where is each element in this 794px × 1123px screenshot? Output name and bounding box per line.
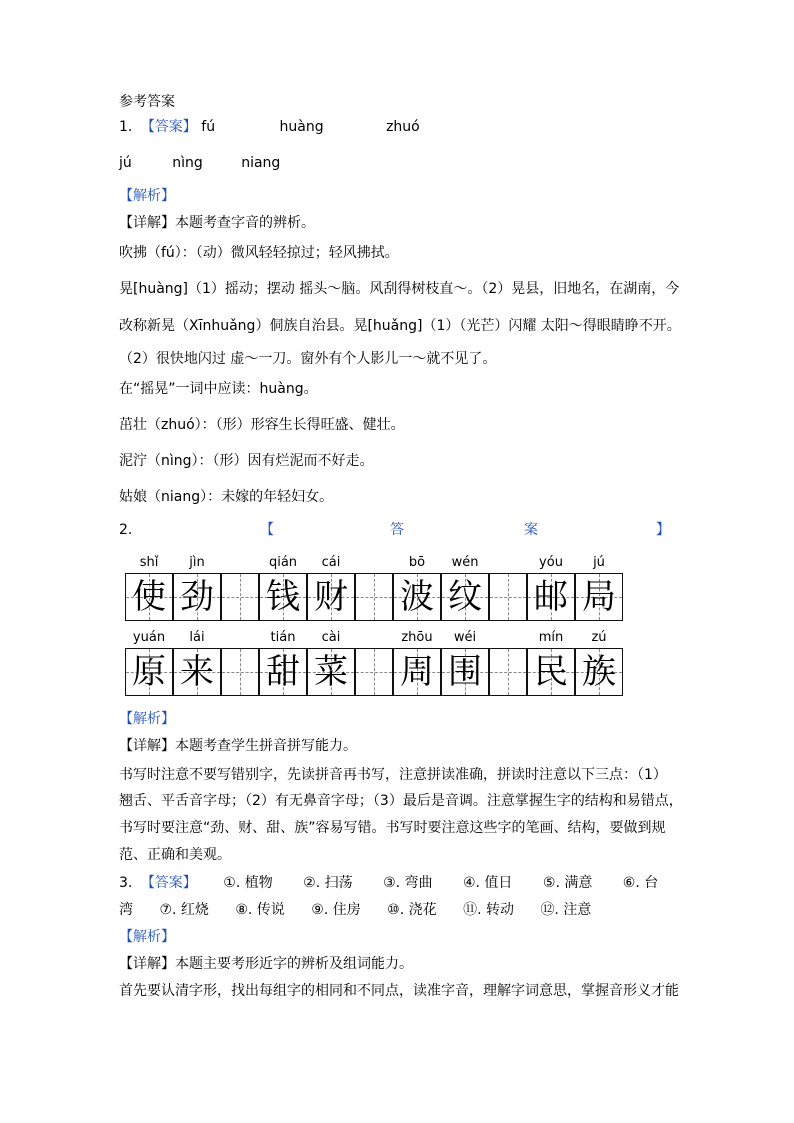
q2-answer-bracket-right: 】 bbox=[656, 522, 670, 538]
q3-item: 湾 bbox=[119, 902, 133, 918]
grid-pinyin: cài bbox=[321, 630, 341, 645]
grid-pinyin: tián bbox=[270, 630, 296, 645]
grid-pinyin: lái bbox=[189, 630, 205, 645]
q3-item: ⑦. 红烧 bbox=[159, 902, 209, 918]
grid-empty-cell bbox=[355, 573, 393, 621]
grid-character: 波 bbox=[400, 577, 434, 617]
q1-pinyin: jú bbox=[119, 155, 132, 171]
grid-character: 菜 bbox=[314, 652, 348, 692]
grid-cell bbox=[125, 573, 173, 621]
q2-answer-char: 答 bbox=[390, 522, 404, 538]
q3-item: ③. 弯曲 bbox=[383, 875, 433, 891]
q1-text-line: 姑娘（niang）：未嫁的年轻妇女。 bbox=[119, 489, 334, 505]
grid-pinyin: jú bbox=[593, 555, 605, 570]
grid-pinyin: bō bbox=[408, 555, 426, 570]
grid-cell bbox=[393, 573, 441, 621]
grid-pinyin: shǐ bbox=[139, 555, 159, 570]
grid-cell bbox=[575, 573, 623, 621]
q1-pinyin: zhuó bbox=[386, 119, 420, 135]
q3-detail: 【详解】本题主要考形近字的辨析及组词能力。 bbox=[119, 956, 413, 972]
grid-pinyin: yuán bbox=[132, 630, 166, 645]
grid-pinyin: yóu bbox=[539, 555, 563, 570]
grid-cell bbox=[307, 573, 355, 621]
grid-pinyin: mín bbox=[538, 630, 564, 645]
q3-number: 3. bbox=[119, 875, 133, 891]
grid-empty-cell bbox=[355, 648, 393, 696]
grid-pinyin: qián bbox=[268, 555, 298, 570]
q3-text-line: 首先要认清字形，找出每组字的相同和不同点，读准字音，理解字词意思，掌握音形义才能 bbox=[119, 983, 679, 999]
grid-cell bbox=[173, 648, 221, 696]
grid-cell bbox=[125, 648, 173, 696]
q1-pinyin: niang bbox=[241, 155, 281, 171]
writing-grid-row-1 bbox=[125, 573, 661, 621]
q1-text-line: 吹拂（fú）：（动）微风轻轻掠过；轻风拂拭。 bbox=[119, 245, 399, 261]
grid-cell bbox=[259, 573, 307, 621]
q1-text-line: （2）很快地闪过 虚～一刀。窗外有个人影儿一～就不见了。 bbox=[119, 351, 497, 367]
q1-text-line: 晃[huàng]（1）摇动；摆动 摇头～脑。风刮得树枝直～。（2）晃县，旧地名，在湖南，今 bbox=[119, 281, 680, 297]
grid-character: 原 bbox=[132, 652, 166, 692]
grid-character: 邮 bbox=[534, 577, 568, 617]
grid-cell bbox=[307, 648, 355, 696]
grid-pinyin: jìn bbox=[189, 555, 205, 570]
pinyin-row-2 bbox=[125, 628, 661, 648]
grid-cell bbox=[441, 648, 489, 696]
q2-text-line: 范、正确和美观。 bbox=[119, 847, 231, 863]
page-heading: 参考答案 bbox=[119, 94, 175, 110]
q3-item: ⑥. 台 bbox=[622, 875, 659, 891]
grid-pinyin: zhōu bbox=[401, 630, 433, 645]
pinyin-row-1 bbox=[125, 553, 661, 573]
q1-pinyin: nìng bbox=[172, 155, 203, 171]
q1-text-line: 泥泞（nìng）：（形）因有烂泥而不好走。 bbox=[119, 453, 374, 469]
grid-cell bbox=[441, 573, 489, 621]
q3-answer-line bbox=[119, 874, 658, 892]
grid-pinyin: cái bbox=[321, 555, 341, 570]
grid-character: 纹 bbox=[448, 577, 482, 617]
q1-pinyin: huàng bbox=[279, 119, 324, 135]
q3-analysis-tag: 【解析】 bbox=[119, 929, 175, 945]
q3-answer-tag: 【答案】 bbox=[140, 875, 197, 891]
grid-empty-cell bbox=[221, 573, 259, 621]
q2-text-line: 翘舌、平舌音字母；（2）有无鼻音字母；（3）最后是音调。注意掌握生字的结构和易错点， bbox=[119, 793, 683, 809]
grid-character: 来 bbox=[180, 652, 214, 692]
grid-cell bbox=[527, 573, 575, 621]
q2-number: 2. bbox=[119, 522, 133, 538]
q3-item: ④. 值日 bbox=[462, 875, 513, 891]
q3-answer-line2 bbox=[119, 901, 591, 919]
grid-cell bbox=[259, 648, 307, 696]
q3-item: ⑩. 浇花 bbox=[387, 902, 437, 918]
q3-item: ⑧. 传说 bbox=[235, 902, 285, 918]
grid-character: 钱 bbox=[266, 577, 300, 617]
q3-item: ①. 植物 bbox=[223, 875, 273, 891]
q2-text-line: 书写时要注意“劲、财、甜、族”容易写错。书写时要注意这些字的笔画、结构，要做到规 bbox=[119, 820, 666, 836]
grid-cell bbox=[575, 648, 623, 696]
grid-empty-cell bbox=[489, 648, 527, 696]
grid-empty-cell bbox=[221, 648, 259, 696]
q1-text-line: 在“摇晃”一词中应读：huàng。 bbox=[119, 381, 318, 397]
q1-pinyin: fú bbox=[201, 119, 216, 135]
q3-item: ⑪. 转动 bbox=[463, 902, 514, 918]
q1-detail: 【详解】本题考查字音的辨析。 bbox=[119, 215, 315, 231]
grid-pinyin: wén bbox=[451, 555, 479, 570]
grid-pinyin: wéi bbox=[453, 630, 477, 645]
grid-character: 民 bbox=[534, 652, 568, 692]
grid-empty-cell bbox=[489, 573, 527, 621]
grid-cell bbox=[173, 573, 221, 621]
grid-character: 局 bbox=[582, 577, 616, 617]
q2-analysis-tag: 【解析】 bbox=[119, 711, 175, 727]
grid-cell bbox=[527, 648, 575, 696]
grid-character: 周 bbox=[400, 652, 434, 692]
q3-item: ⑨. 住房 bbox=[311, 902, 361, 918]
q1-text-line: 茁壮（zhuó）：（形）形容生长得旺盛、健壮。 bbox=[119, 417, 405, 433]
q2-answer-char: 案 bbox=[524, 522, 538, 538]
q1-answer-line bbox=[119, 118, 420, 136]
q3-item: ②. 扫荡 bbox=[303, 875, 353, 891]
grid-character: 劲 bbox=[180, 577, 214, 617]
q2-text-line: 书写时注意不要写错别字，先读拼音再书写，注意拼读准确，拼读时注意以下三点：（1） bbox=[119, 767, 667, 783]
grid-character: 族 bbox=[582, 652, 616, 692]
q1-analysis-tag: 【解析】 bbox=[119, 188, 175, 204]
writing-grid-row-2 bbox=[125, 648, 661, 696]
q1-pinyin-line2 bbox=[119, 154, 280, 172]
q1-answer-tag: 【答案】 bbox=[140, 119, 197, 135]
grid-character: 使 bbox=[132, 577, 166, 617]
q2-detail: 【详解】本题考查学生拼音拼写能力。 bbox=[119, 738, 357, 754]
grid-character: 围 bbox=[448, 652, 482, 692]
q1-text-line: 改称新晃（Xīnhuǎng）侗族自治县。晃[huǎng]（1）（光芒）闪耀 太阳～得眼睛睁不开。 bbox=[119, 318, 681, 334]
grid-pinyin: zú bbox=[591, 630, 607, 645]
q1-number: 1. bbox=[119, 119, 133, 135]
q2-answer-bracket-left: 【 bbox=[260, 522, 274, 538]
grid-character: 甜 bbox=[266, 652, 300, 692]
q3-item: ⑤. 满意 bbox=[542, 875, 593, 891]
q3-item: ⑫. 注意 bbox=[540, 902, 592, 918]
grid-cell bbox=[393, 648, 441, 696]
grid-character: 财 bbox=[314, 577, 348, 617]
